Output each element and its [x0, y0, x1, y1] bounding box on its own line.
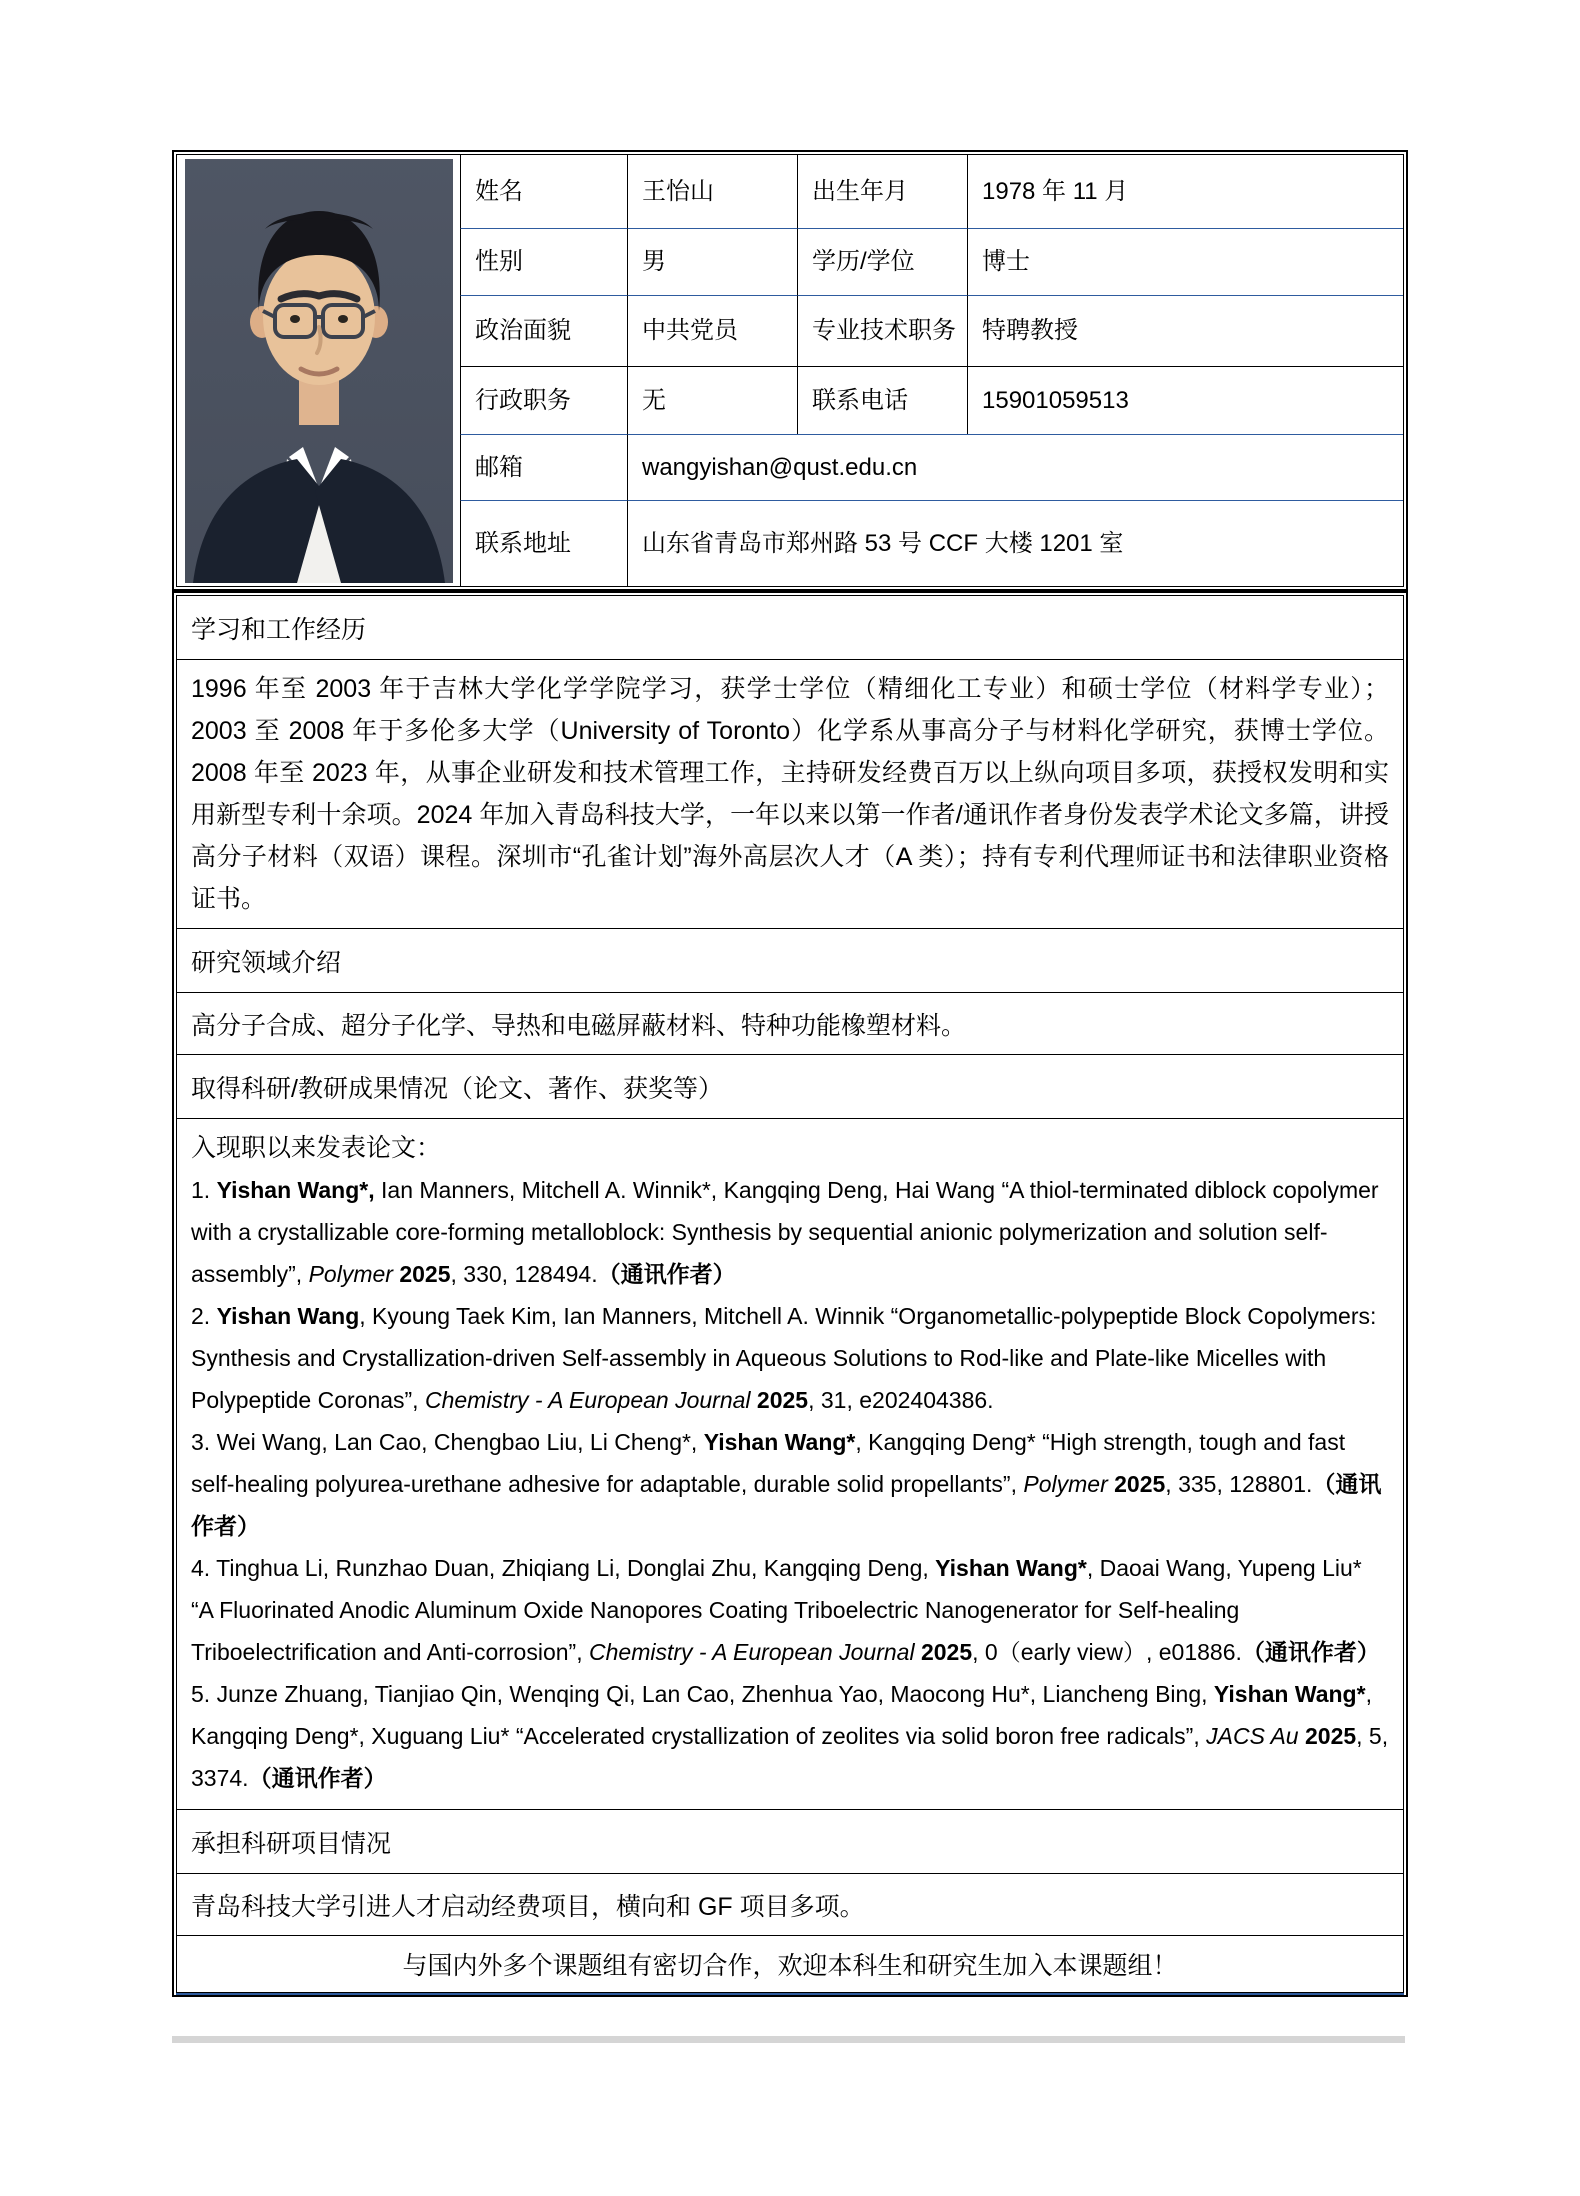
profile-photo — [177, 155, 460, 586]
field-label-birthdate: 出生年月 — [797, 155, 967, 228]
field-label-name: 姓名 — [460, 155, 627, 228]
cv-document — [172, 150, 1408, 1997]
field-value-phone: 15901059513 — [967, 366, 1403, 434]
field-value-political-status: 中共党员 — [627, 295, 797, 366]
publication-item: 1. Yishan Wang*, Ian Manners, Mitchell A. Winnik*, Kangqing Deng, Hai Wang “A thiol-terminated diblock copolymer with a crystallizable core-forming metalloblock: Synthesis by sequential anionic polymerization and solution self-assembly”, Polymer 2025, 330, 128494.（通讯作者） — [191, 1177, 1379, 1287]
field-value-admin-post: 无 — [627, 366, 797, 434]
field-value-degree: 博士 — [967, 228, 1403, 295]
section-title-experience: 学习和工作经历 — [191, 616, 367, 644]
section-title-achievements: 取得科研/教研成果情况（论文、著作、获奖等） — [177, 1054, 1403, 1118]
details-table — [172, 591, 1408, 1997]
page-break-divider — [172, 2036, 1405, 2043]
field-value-professional-title: 特聘教授 — [967, 295, 1403, 366]
section-body-achievements — [177, 1118, 1403, 1809]
field-value-gender: 男 — [627, 228, 797, 295]
field-label-gender: 性别 — [460, 228, 627, 295]
field-value-email: wangyishan@qust.edu.cn — [627, 434, 1403, 500]
field-label-address: 联系地址 — [460, 500, 627, 586]
section-body-research-areas: 高分子合成、超分子化学、导热和电磁屏蔽材料、特种功能橡塑材料。 — [177, 992, 1403, 1054]
field-value-birthdate: 1978 年 11 月 — [967, 155, 1403, 228]
section-body-projects: 青岛科技大学引进人才启动经费项目，横向和 GF 项目多项。 — [177, 1873, 1403, 1935]
field-value-address: 山东省青岛市郑州路 53 号 CCF 大楼 1201 室 — [627, 500, 1403, 586]
field-label-professional-title: 专业技术职务 — [797, 295, 967, 366]
publication-item: 3. Wei Wang, Lan Cao, Chengbao Liu, Li Cheng*, Yishan Wang*, Kangqing Deng* “High strength, tough and fast self-healing polyurea-urethane adhesive for adaptable, durable solid propellants”, Polymer 2025, 335, 128801.（通讯作者） — [191, 1429, 1382, 1539]
field-label-political-status: 政治面貌 — [460, 295, 627, 366]
profile-table — [172, 150, 1408, 591]
field-label-email: 邮箱 — [460, 434, 627, 500]
field-label-admin-post: 行政职务 — [460, 366, 627, 434]
field-label-phone: 联系电话 — [797, 366, 967, 434]
publication-list — [191, 1169, 1389, 1799]
publications-intro: 入现职以来发表论文： — [191, 1134, 442, 1162]
publication-item: 2. Yishan Wang, Kyoung Taek Kim, Ian Manners, Mitchell A. Winnik “Organometallic-polypeptide Block Copolymers: Synthesis and Crystallization-driven Self-assembly in Aqueous Solutions to Rod-like and Plate-like Micelles with Polypeptide Coronas”, Chemistry - A European Journal 2025, 31, e202404386. — [191, 1303, 1377, 1413]
section-title-projects: 承担科研项目情况 — [177, 1809, 1403, 1873]
field-label-degree: 学历/学位 — [797, 228, 967, 295]
footer-note: 与国内外多个课题组有密切合作，欢迎本科生和研究生加入本课题组！ — [177, 1935, 1403, 1992]
field-value-name: 王怡山 — [627, 155, 797, 228]
section-title-research-areas: 研究领域介绍 — [177, 928, 1403, 992]
portrait-photo-illustration — [185, 159, 453, 583]
section-body-experience: 1996 年至 2003 年于吉林大学化学学院学习，获学士学位（精细化工专业）和硕士学位（材料学专业）；2003 至 2008 年于多伦多大学（University of Toronto）化学系从事高分子与材料化学研究，获博士学位。2008 年至 2023 年，从事企业研发和技术管理工作，主持研发经费百万以上纵向项目多项，获授权发明和实用新型专利十余项。2024 年加入青岛科技大学，一年以来以第一作者/通讯作者身份发表学术论文多篇，讲授高分子材料（双语）课程。深圳市“孔雀计划”海外高层次人才（A 类）；持有专利代理师证书和法律职业资格证书。 — [177, 659, 1403, 928]
publication-item: 4. Tinghua Li, Runzhao Duan, Zhiqiang Li, Donglai Zhu, Kangqing Deng, Yishan Wang*, Daoai Wang, Yupeng Liu* “A Fluorinated Anodic Aluminum Oxide Nanopores Coating Triboelectric Nanogenerator for Self-healing Triboelectrification and Anti-corrosion”, Chemistry - A European Journal 2025, 0（early view）, e01886.（通讯作者） — [191, 1555, 1380, 1665]
publication-item: 5. Junze Zhuang, Tianjiao Qin, Wenqing Qi, Lan Cao, Zhenhua Yao, Maocong Hu*, Liancheng Bing, Yishan Wang*, Kangqing Deng*, Xuguang Liu* “Accelerated crystallization of zeolites via solid boron free radicals”, JACS Au 2025, 5, 3374.（通讯作者） — [191, 1681, 1389, 1791]
